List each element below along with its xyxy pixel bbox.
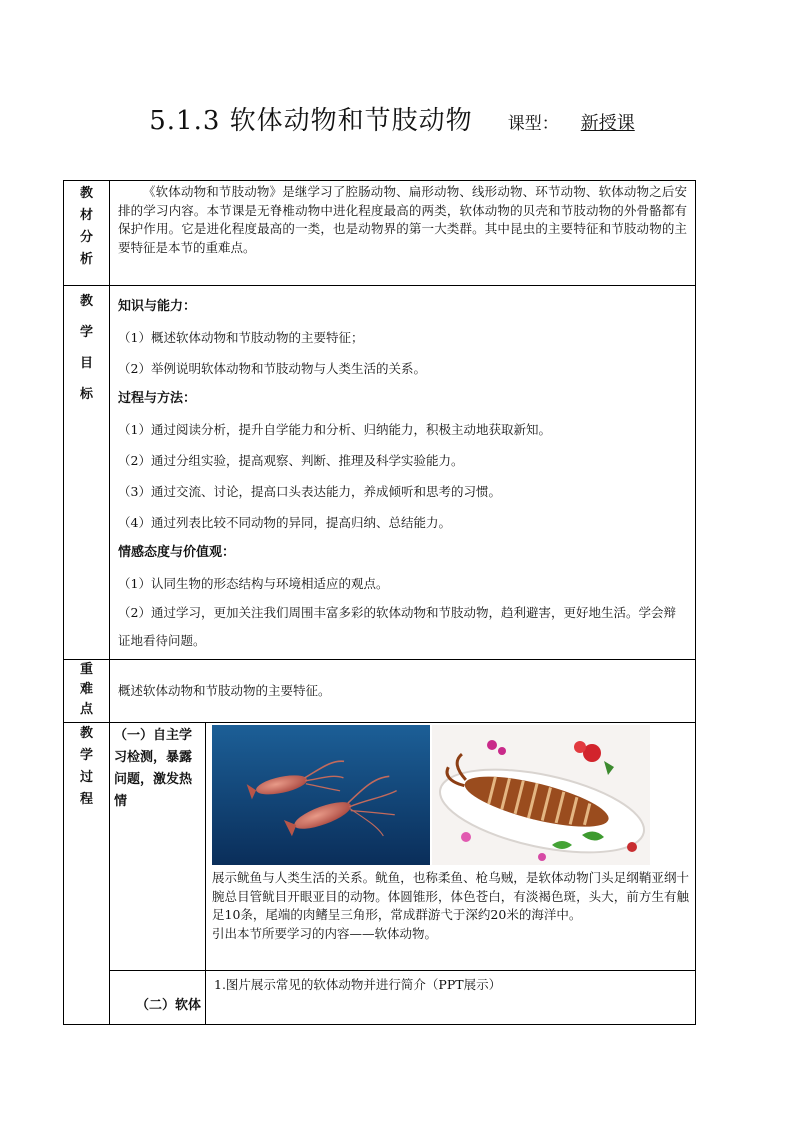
process-row-2 [64, 971, 696, 1025]
step2-content-cell [206, 971, 696, 1025]
process-item: （1）通过阅读分析，提升自学能力和分析、归纳能力，积极主动地获取新知。 [118, 422, 551, 437]
knowledge-item: （1）概述软体动物和节肢动物的主要特征； [118, 330, 364, 345]
objectives-cell [110, 286, 696, 660]
lesson-plan-table [63, 180, 696, 1025]
squid-underwater-image [212, 725, 430, 865]
key-points-label: 重 难 点 [64, 660, 110, 723]
process-row-1 [64, 723, 696, 971]
material-analysis-label: 教 材 分 析 [64, 181, 110, 286]
step1-title: （一）自主学习检测，暴露问题，激发热情 [114, 728, 193, 809]
objectives-label: 教 学 目 标 [64, 286, 110, 660]
material-analysis-text: 《软体动物和节肢动物》是继学习了腔肠动物、扁形动物、线形动物、环节动物、软体动物之后安排的学习内容。本节课是无脊椎动物中进化程度最高的两类，软体动物的贝壳和节肢动物的外骨骼都有保护作用。它是进化程度最高的一类，也是动物界的第一大类群。其中昆虫的主要特征和节肢动物的主要特征是本节的重难点。 [118, 184, 688, 255]
key-points-text: 概述软体动物和节肢动物的主要特征。 [118, 683, 331, 698]
step1-lead: 引出本节所要学习的内容——软体动物。 [212, 925, 438, 941]
material-analysis-cell [110, 181, 696, 286]
material-analysis-row [64, 181, 696, 286]
key-points-cell [110, 660, 696, 723]
process-heading: 过程与方法： [118, 391, 197, 406]
process-item: （3）通过交流、讨论，提高口头表达能力，养成倾听和思考的习惯。 [118, 484, 501, 499]
lesson-type-label: 课型： [507, 114, 559, 134]
attitude-item: （1）认同生物的形态结构与环境相适应的观点。 [118, 576, 389, 591]
step2-title-cell [110, 971, 206, 1025]
attitude-heading: 情感态度与价值观： [118, 545, 236, 560]
process-label: 教 学 过 程 [64, 723, 110, 1025]
step1-content-cell [206, 723, 696, 971]
attitude-item: （2）通过学习，更加关注我们周围丰富多彩的软体动物和节肢动物，趋利避害，更好地生活。学会辩证地看待问题。 [118, 605, 676, 648]
squid-dish-image [432, 725, 650, 865]
lesson-type-value: 新授课 [580, 113, 635, 134]
process-item: （4）通过列表比较不同动物的异同，提高归纳、总结能力。 [118, 515, 451, 530]
page-title: 5.1.3 软体动物和节肢动物 [149, 106, 473, 136]
step2-text: 1.图片展示常见的软体动物并进行简介（PPT展示） [214, 977, 502, 992]
step1-title-cell [110, 723, 206, 971]
knowledge-heading: 知识与能力： [118, 299, 197, 314]
page-title-bar [0, 100, 794, 137]
step1-description: 展示鱿鱼与人类生活的关系。鱿鱼，也称柔鱼、枪乌贼，是软体动物门头足纲鞘亚纲十腕总目管鱿目开眼亚目的动物。体圆锥形，体色苍白，有淡褐色斑，头大，前方生有触足10条，尾端的肉鳍呈三角形，常成群游弋于深约20米的海洋中。 [212, 870, 690, 922]
process-item: （2）通过分组实验，提高观察、判断、推理及科学实验能力。 [118, 453, 464, 468]
key-points-row [64, 660, 696, 723]
knowledge-item: （2）举例说明软体动物和节肢动物与人类生活的关系。 [118, 361, 426, 376]
objectives-row [64, 286, 696, 660]
step2-title: （二）软体 [135, 997, 201, 1013]
